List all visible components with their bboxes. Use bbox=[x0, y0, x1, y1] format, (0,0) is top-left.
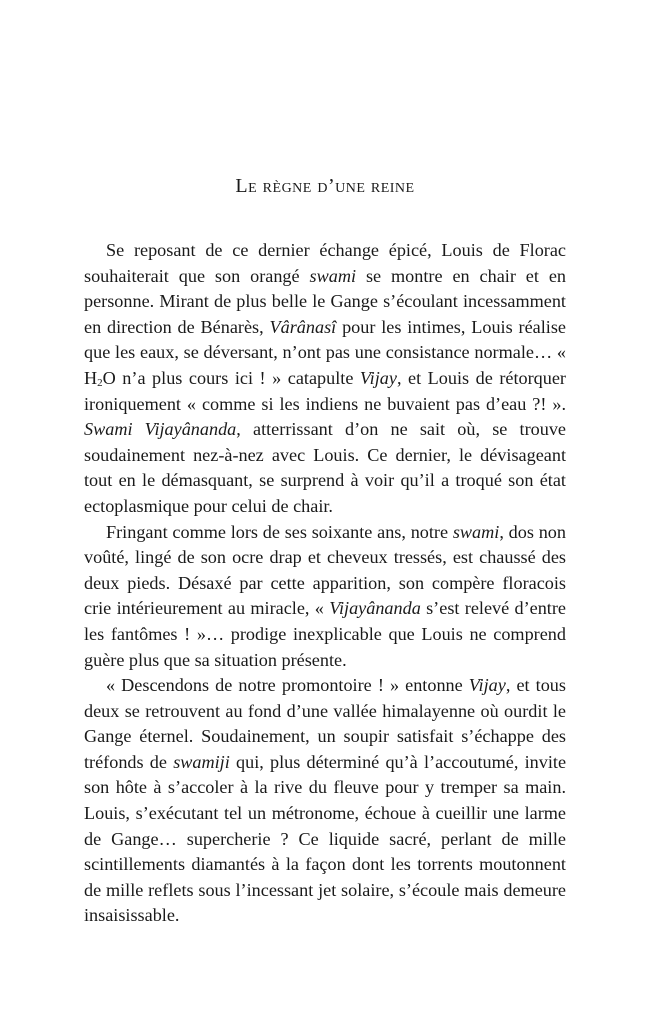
italic-term: swami bbox=[309, 265, 357, 286]
italic-term: Vijayânanda bbox=[329, 598, 421, 619]
subscript: 2 bbox=[97, 376, 103, 389]
text-run: , et Louis de rétorquer ironiquement « comme si les indiens ne buvaient pas d’eau ?! ». bbox=[84, 367, 566, 414]
paragraph bbox=[84, 520, 566, 674]
text-run: pour les intimes, Louis réalise que les eaux, se déversant, n’ont pas une consistance normale… « H bbox=[84, 316, 566, 388]
text-run: Fringant comme lors de ses soixante ans, notre bbox=[106, 521, 453, 542]
text-run: qui, plus déterminé qu’à l’accoutumé, invite son hôte à s’accoler à la rive du fleuve pour y tremper sa main. Louis, s’exécutant tel un métronome, échoue à cueillir une larme de Gange… supercherie ? Ce liquide sacré, perlant de mille scintillements diamantés à la façon dont les torrents moutonnent de mille reflets sous l’incessant jet solaire, s’écoule mais demeure insaisissable. bbox=[84, 751, 567, 926]
paragraph bbox=[84, 238, 566, 520]
text-run: Se reposant de ce dernier échange épicé, Louis de Florac souhaiterait que son orangé bbox=[84, 240, 566, 286]
text-run: O n’a plus cours ici ! » catapulte bbox=[102, 367, 360, 388]
chapter-title: Le règne d’une reine bbox=[235, 175, 415, 197]
italic-term: swami bbox=[452, 521, 500, 542]
text-run: , et tous deux se retrouvent au fond d’une vallée himalayenne où ourdit le Gange éternel. Soudainement, un soupir satisfait s’échappe des tréfonds de bbox=[84, 675, 566, 772]
text-run: se montre en chair et en personne. Mirant de plus belle le Gange s’écoulant incessamment en direction de Bénarès, bbox=[84, 265, 566, 337]
text-run: , dos non voûté, lingé de son ocre drap et cheveux tressés, est chaussé des deux pieds. Désaxé par cette apparition, son compère floracois crie intérieurement au miracle, « bbox=[84, 521, 566, 619]
text-run: s’est relevé d’entre les fantômes ! »… prodige inexplicable que Louis ne comprend guère plus que sa situation présente. bbox=[84, 598, 566, 670]
paragraph bbox=[84, 673, 566, 929]
italic-term: Swami Vijayânanda bbox=[84, 419, 237, 440]
italic-term: Vârânasî bbox=[269, 316, 337, 337]
text-run: , atterrissant d’on ne sait où, se trouve soudainement nez-à-nez avec Louis. Ce dernier, le dévisageant tout en le démasquant, se surprend à voir qu’il a troqué son état ectoplasmique pour celui de chair. bbox=[84, 419, 566, 516]
italic-term: Vijay bbox=[468, 675, 506, 696]
italic-term: swamiji bbox=[173, 751, 230, 772]
italic-term: Vijay bbox=[359, 367, 397, 388]
text-run: « Descendons de notre promontoire ! » entonne bbox=[106, 675, 469, 696]
chapter-body bbox=[84, 238, 566, 929]
